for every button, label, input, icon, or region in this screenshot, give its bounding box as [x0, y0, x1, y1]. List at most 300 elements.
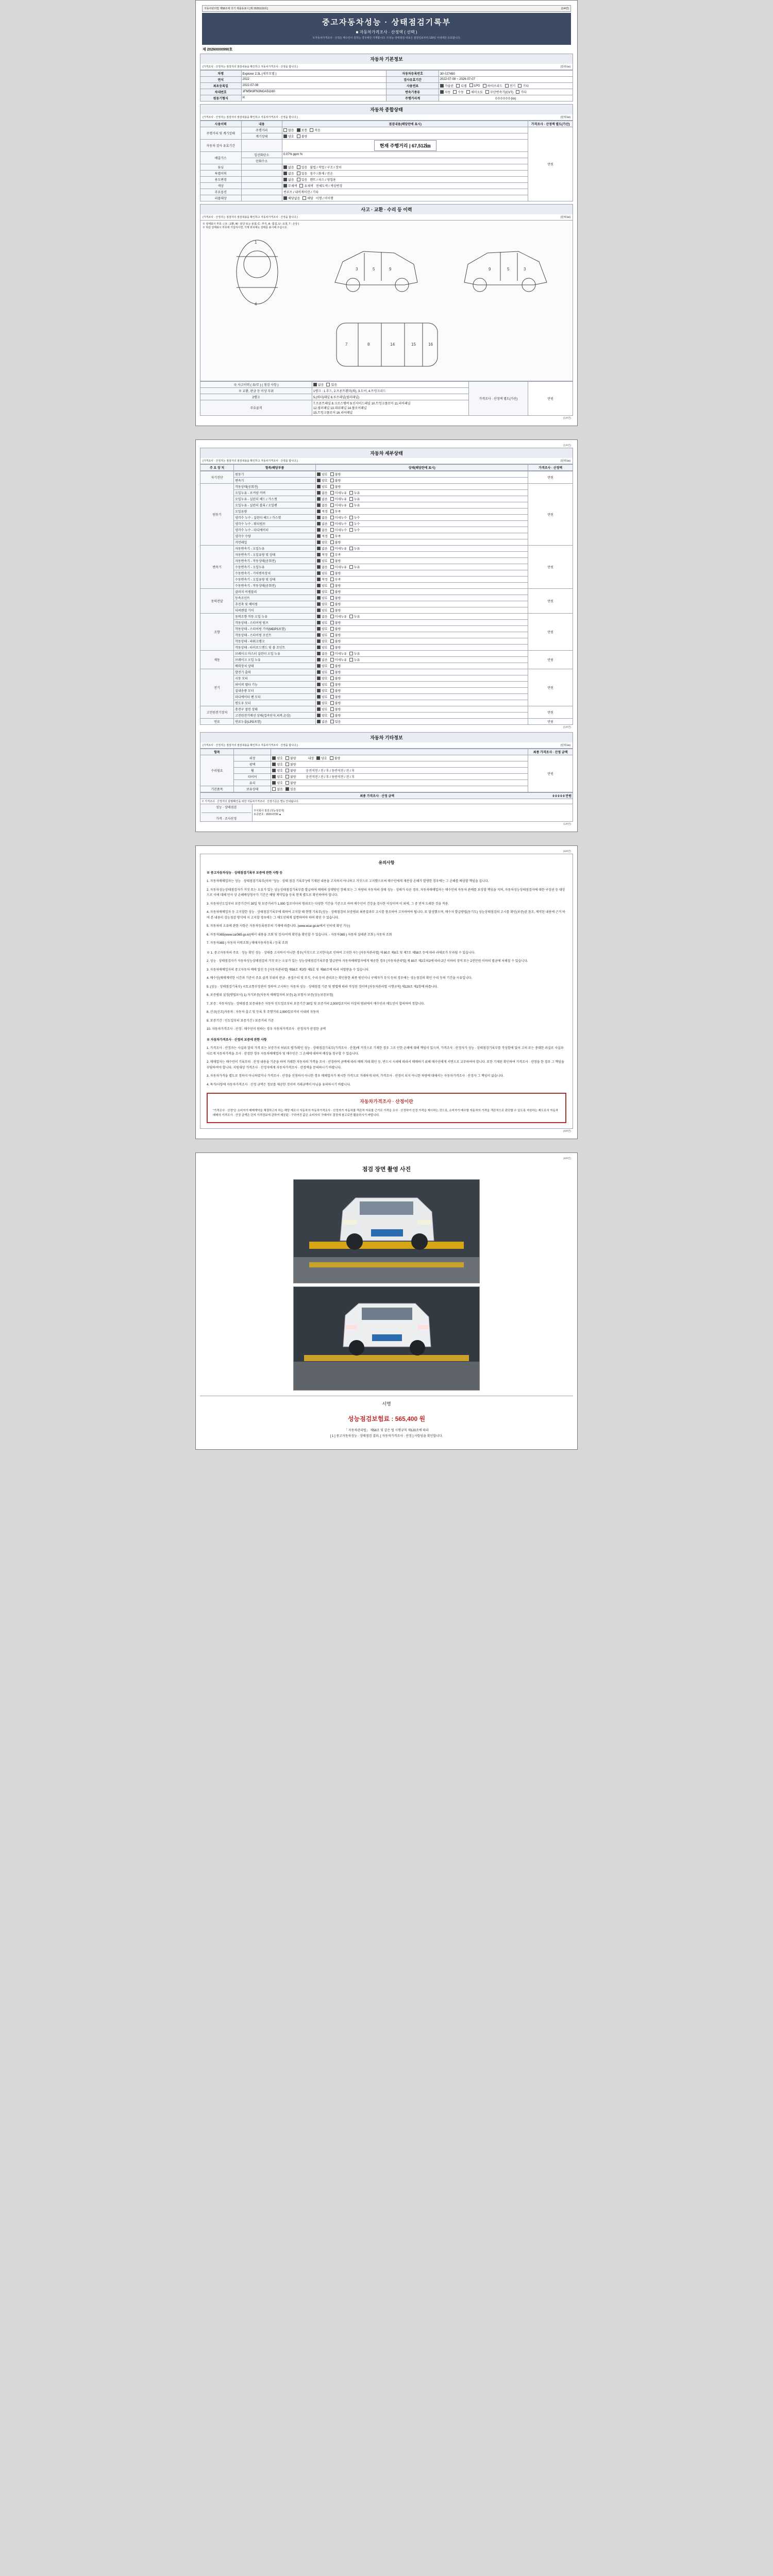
table-header-row: [200, 121, 573, 127]
signature-area: [200, 1396, 573, 1411]
other-cat-basic: 기본품목: [200, 786, 234, 792]
state-option[interactable]: 불량: [330, 707, 341, 711]
table-row: [200, 133, 573, 139]
detail-state-options: [316, 588, 528, 595]
row-opts-options: 썬루프 / 내비게이션 / 기타: [282, 189, 528, 195]
other-state-exterior: 양호 불량 내장 양호 불량: [271, 755, 528, 761]
notice-item: 7. 자동차365 ) 자동차 이력조회 ) 매매자동차등록 / 등록 조회: [207, 942, 288, 945]
state-option[interactable]: 미세누유: [330, 497, 347, 501]
table-row: [200, 700, 573, 706]
table-row: [200, 755, 573, 761]
state-option[interactable]: 양호: [317, 670, 328, 674]
notice-item: 2. 자동차성능상태점검자가 거짓 또는 오류가 있는 성능상태점검기록부를 발급하여 매매의 상대방인 장해 또는 그 차량의 자동차의 상태 성능 · 상태가 다른 경우, 자동차매매업자는 매수인의 자동차 관매를 보상할 책임을 지며, 자동차성능상태점검자에 대한 구상권 등 대상으로 이에 대해 민사 상 손해배상청구가 기간은 해당 계약일을 등록 현재 별도로 확인하여야 합니다.: [207, 888, 565, 897]
table-row: [200, 139, 573, 151]
table-row: [200, 576, 573, 582]
col-detail-price: 가격조사 · 산정액: [528, 464, 573, 470]
detail-state-options: [316, 545, 528, 551]
state-option[interactable]: 없음: [317, 490, 328, 495]
detail-part: 작동상태(공회전): [234, 483, 316, 489]
table-row: [200, 656, 573, 663]
detail-group-변속기: 변속기: [200, 545, 234, 588]
svg-text:8: 8: [367, 342, 370, 347]
state-option[interactable]: 양호: [317, 676, 328, 681]
detail-part: 오일유량: [234, 508, 316, 514]
state-option[interactable]: 누유: [349, 497, 360, 501]
state-option[interactable]: 불량: [330, 688, 341, 693]
table-row: [200, 761, 573, 767]
state-option[interactable]: 없음: [317, 651, 328, 656]
other-state-wheel: 양호 불량 운전석전 / 전 / 후 / 동반석전 / 전 / 후: [271, 767, 528, 773]
detail-part: 커먼레일: [234, 539, 316, 545]
detail-price: 만원: [528, 706, 573, 718]
basic-info-table: [200, 70, 573, 101]
price-assessment-definition-box: [207, 1093, 566, 1123]
state-option[interactable]: 불량: [330, 633, 341, 637]
detail-part: 변속기: [234, 477, 316, 483]
car-underbody-icon: [327, 314, 446, 376]
diagram-legend-1: ※ 상태표시 부호 : ( X : 교환, W : 판금 또는 용접, C : 부식, A : 흠집, U : 요철, T : 손상 ): [203, 222, 299, 226]
state-option[interactable]: 불량: [330, 583, 341, 588]
state-option[interactable]: 양호: [317, 664, 328, 668]
state-option[interactable]: 불량: [330, 682, 341, 687]
table-row: [200, 502, 573, 508]
table-row: [200, 712, 573, 718]
detail-state-options: [316, 650, 528, 656]
state-option[interactable]: 누유: [349, 490, 360, 495]
value-first-reg: 2022-07-08: [241, 82, 386, 89]
state-option[interactable]: 적정: [317, 552, 328, 557]
detail-group-연료: 연료: [200, 718, 234, 724]
page-title-note: ※자동차가격조사 · 산정은 매수인이 원하는 경우에만 기재합니다. ※성능·상태점검 내용은 점검일로부터 120일 이내에만 유효합니다.: [312, 37, 461, 40]
state-option[interactable]: 양호: [317, 682, 328, 687]
detail-state-options: [316, 520, 528, 527]
state-option[interactable]: 양호: [317, 583, 328, 588]
row-opts-co: 0.07% ppm %: [282, 151, 528, 158]
detail-part: 브레이크 마스터 실린더 오일 누유: [234, 650, 316, 656]
fuel-option: 전기: [505, 83, 516, 88]
sheet-detail-state: [195, 439, 578, 832]
accident-price-value: 만원: [528, 381, 573, 415]
detail-group-조향: 조향: [200, 613, 234, 650]
state-option[interactable]: 없음: [317, 719, 328, 724]
row-name-mileage: 주행거리: [241, 127, 282, 133]
state-option[interactable]: 누유: [349, 565, 360, 569]
row-cat-mileage: 주행거리 및 계기상태: [200, 127, 242, 139]
label-plate: 자동차등록번호: [386, 70, 439, 76]
detail-state-options: [316, 502, 528, 508]
state-option[interactable]: 누유: [349, 651, 360, 656]
row-name-recall: [241, 195, 282, 201]
state-option[interactable]: 양호: [317, 707, 328, 711]
table-row: [200, 557, 573, 564]
notice-item: 4. 자동차매매업자 등 고지할한 성능 · 상태점검기록부에 대하여 고지할 때 현행 기록부(성능 · 상태점검의 보증범위 최종결과부 고시를 참조하여 고지하여야 됩니다. 또 달성했으며, 매수자 발급방법(동기도) 성능상태점검의 고시를 확인(보증)권 참조, 계약된 내용에 근거 하여 본 내용이 성능점검 방식에 지 고지할 경우에는 그 매도인에게 설명하여야 하여 확인 수 있습니다.: [207, 911, 565, 920]
detail-part: 작동상태 - 타이로드엔드 및 볼 조인트: [234, 644, 316, 650]
state-option[interactable]: 없음: [317, 515, 328, 520]
state-option[interactable]: 불량: [330, 472, 341, 477]
state-option[interactable]: 양호: [317, 602, 328, 606]
transmission-option: 세미오토: [466, 90, 483, 94]
notice-item: 3. 자동차가격을 별도로 정하지 아니하였거나 가격조사 · 산정을 신청하지 아니한 경우 매매업자가 제시한 가격으로 거래하게 되며, 가격조사 · 산정이 되지 아니한 차량에 대해서는 자동차가격조사 · 산정자 그 책임이 없습니다.: [207, 1075, 504, 1078]
detail-state-options: [316, 496, 528, 502]
label-inspection-period: 검사유효기간: [386, 76, 439, 82]
section-sub-accident: [200, 214, 573, 221]
transmission-option: 무단변속기(CVT): [485, 90, 513, 94]
row-opts-color: 무채색 유채색 전체도색 / 색상변경: [282, 182, 528, 189]
table-row: [200, 625, 573, 632]
table-row: [200, 164, 573, 170]
accident-history-label: ※ 사고이력 ( 유/무 ) ( 점검 사항 ): [200, 381, 312, 387]
inspection-photo-front: [293, 1179, 480, 1283]
state-option[interactable]: 양호: [317, 701, 328, 705]
table-row: [200, 570, 573, 576]
notice-s1-list: [207, 879, 566, 946]
detail-state-options: [316, 483, 528, 489]
state-option[interactable]: 불량: [330, 670, 341, 674]
detail-state-options: [316, 557, 528, 564]
state-option[interactable]: 불량: [330, 589, 341, 594]
state-option[interactable]: 누유: [349, 614, 360, 619]
notice-item: 1. 자동차매매업자는 성능 · 상태점검기록부(이하 "성능 · 상태 점검 기록부")에 기재된 내용을 고지하지 아니하고 거짓으로 고지했으로써 매수인에게 재산상 손해가 발생한 경우에는 그 손해를 배상할 책임을 집니다.: [207, 880, 489, 883]
table-header-row: [200, 464, 573, 470]
stamp-labels: 성능 · 상태점검 가격 · 조사산정: [200, 804, 253, 821]
detail-state-options: [316, 564, 528, 570]
value-year: 2022: [241, 76, 386, 82]
table-row: [200, 663, 573, 669]
accident-frame-label: 주요골격: [200, 400, 312, 415]
value-transmission: [439, 89, 573, 95]
table-row: [200, 127, 573, 133]
label-year: 연식: [200, 76, 242, 82]
detail-group-자기진단: 자기진단: [200, 471, 234, 483]
value-engine-type: H: [241, 95, 386, 101]
notice-item: 9. 보증기간 : 인도일부터 보증기간 / 보증거리 기준: [207, 1019, 274, 1023]
detail-part: 동력조향 작동 오일 누유: [234, 613, 316, 619]
other-cat-repair: 수리필요: [200, 755, 234, 786]
svg-text:1: 1: [254, 240, 257, 245]
photo-section-title: 점검 장면 촬영 사진: [362, 1166, 411, 1173]
state-option[interactable]: 불량: [330, 571, 341, 575]
legal-footnote: [200, 1426, 573, 1444]
detail-part: 냉각수 누수 - 워터펌프: [234, 520, 316, 527]
sheet-photos: [195, 1153, 578, 1449]
detail-state-options: [316, 693, 528, 700]
state-option[interactable]: 미세누유: [330, 651, 347, 656]
label-carname: 차명: [200, 70, 242, 76]
mileage-display: [282, 139, 528, 151]
state-option[interactable]: 양호: [317, 713, 328, 718]
table-row: [200, 644, 573, 650]
detail-part: 브레이크 오일 누유: [234, 656, 316, 663]
state-option[interactable]: 양호: [317, 620, 328, 625]
detail-part: 수동변속기 - 기어변속장치: [234, 570, 316, 576]
row-name-co: 일산화탄소: [241, 151, 282, 158]
notice-item: 6. 보증범위 설정(방법보시) 1) 자기보증(자동차 매매업자의 보증) 2) 보험사 보증(성능보증보험): [207, 994, 333, 997]
other-price-col: 만원: [528, 755, 573, 792]
page-mark-3: (4/4면): [563, 850, 571, 853]
table-row: [200, 638, 573, 644]
table-row: [200, 650, 573, 656]
state-option[interactable]: 양호: [317, 608, 328, 613]
state-option[interactable]: 누수: [349, 521, 360, 526]
state-option[interactable]: 미세누유: [330, 490, 347, 495]
row-cat-usechange: 용도변경: [200, 176, 242, 182]
detail-part: 작동상태 - 파워크랭크: [234, 638, 316, 644]
detail-part: 클러치 어셈블리: [234, 588, 316, 595]
detail-part: 수동변속기 - 오일유량 및 상태: [234, 576, 316, 582]
table-header-row: [200, 749, 573, 755]
section-sub-overall: [200, 114, 573, 121]
state-option[interactable]: 미세누유: [330, 503, 347, 507]
state-option[interactable]: 불량: [330, 694, 341, 699]
label-transmission: 변속기종류: [386, 89, 439, 95]
assessment-table: [200, 792, 573, 822]
state-option[interactable]: 부족: [330, 552, 341, 557]
detail-part: 냉각수 누수 - 라디에이터: [234, 527, 316, 533]
page-mark-2: (1/4면): [563, 444, 571, 447]
table-row: [200, 477, 573, 483]
col-price: 가격조사 · 산정액 별도(가산): [528, 121, 573, 127]
state-option[interactable]: 양호: [317, 626, 328, 631]
detail-price: 만원: [528, 718, 573, 724]
top-notice-right: (1/4면): [561, 7, 569, 10]
other-state-tire: 양호 불량 운전석전 / 전 / 후 / 동반석전 / 전 / 후: [271, 773, 528, 779]
detail-part: 배력장치 상태: [234, 663, 316, 669]
table-row: [200, 539, 573, 545]
detail-state-options: [316, 514, 528, 520]
row-cat-color: 색상: [200, 182, 242, 189]
detail-price: 만원: [528, 588, 573, 613]
table-row: [200, 70, 573, 76]
detail-part: 윈도우 모터: [234, 700, 316, 706]
detail-state-options: [316, 706, 528, 712]
state-option[interactable]: 불량: [330, 645, 341, 650]
table-row: [200, 483, 573, 489]
col-other-part: [234, 749, 271, 755]
section-sub-basic-right: (단위:㎞): [560, 65, 570, 69]
detail-state-options: [316, 700, 528, 706]
table-row: [200, 489, 573, 496]
state-option[interactable]: 불량: [330, 602, 341, 606]
detail-state-options: [316, 527, 528, 533]
state-option[interactable]: 불량: [330, 620, 341, 625]
state-option[interactable]: 양호: [317, 645, 328, 650]
current-mileage: 현재 주행거리 | 67,512㎞: [374, 140, 436, 151]
state-option[interactable]: 양호: [317, 589, 328, 594]
accident-parts-table: [200, 381, 573, 416]
signature-label: 서명: [382, 1401, 391, 1407]
state-option[interactable]: 양호: [317, 694, 328, 699]
state-option[interactable]: 양호: [317, 633, 328, 637]
state-option[interactable]: 있음: [330, 719, 341, 724]
state-option[interactable]: 누유: [349, 503, 360, 507]
top-notice-left: 자동차관리법 제58조에 의거 제출용표시 [제 20251110호]: [204, 7, 268, 10]
state-option[interactable]: 없음: [317, 503, 328, 507]
table-row: [200, 527, 573, 533]
state-option[interactable]: 양호: [317, 688, 328, 693]
value-plate: 30나27490: [439, 70, 573, 76]
table-row: [200, 381, 573, 387]
notice-item: 5. 자동차의 소유에 관한 사항은 자동차등록원부의 기재에 따릅니다. (www.ecar.go.kr에서 인터넷 확인 가능): [207, 925, 350, 928]
table-row: [200, 718, 573, 724]
notice-item: 10. 자동차가격조사 · 산정 : 매수인이 원하는 경우 자동차가격조사 · 산정자가 산정한 금액: [207, 1028, 326, 1031]
page-footer-4: (4/4면): [563, 1130, 571, 1133]
transmission-option: 수동: [453, 90, 464, 94]
svg-text:15: 15: [411, 342, 416, 347]
state-option[interactable]: 누수: [349, 528, 360, 532]
detail-part: 디퍼렌셜 기어: [234, 607, 316, 613]
col-other-state: [271, 749, 528, 755]
state-option[interactable]: 미세누유: [330, 657, 347, 662]
state-option[interactable]: 누유: [349, 546, 360, 551]
state-option[interactable]: 없음: [317, 657, 328, 662]
table-row: [200, 508, 573, 514]
state-option[interactable]: 양호: [317, 558, 328, 563]
state-option[interactable]: 양호: [317, 540, 328, 545]
state-option[interactable]: 미세누유: [330, 614, 347, 619]
state-option[interactable]: 불량: [330, 608, 341, 613]
state-option[interactable]: 적정: [317, 509, 328, 514]
detail-state-options: [316, 576, 528, 582]
other-part-basic: 보유상태: [234, 786, 271, 792]
value-fuel: [439, 82, 573, 89]
overall-price-col: 만원: [528, 127, 573, 201]
section-sub-other-right: (단위:㎞): [560, 743, 570, 747]
notice-s1-head: ※ 중고자동차성능 · 상태점검기록부 보증에 관한 사항 등: [207, 871, 283, 875]
svg-text:7: 7: [345, 342, 348, 347]
row-cat-options: 주요옵션: [200, 189, 242, 195]
table-row: [200, 182, 573, 189]
accident-parts-rank-label: 2랭크: [200, 394, 312, 400]
detail-state-options: [316, 471, 528, 477]
state-option[interactable]: 양호: [317, 478, 328, 483]
table-row: [200, 545, 573, 551]
detail-part: 연료누출(LPG포함): [234, 718, 316, 724]
state-option[interactable]: 불량: [330, 676, 341, 681]
state-option[interactable]: 누수: [349, 515, 360, 520]
state-option[interactable]: 적정: [317, 577, 328, 582]
table-row: [200, 687, 573, 693]
state-option[interactable]: 양호: [317, 571, 328, 575]
state-option[interactable]: 불량: [330, 596, 341, 600]
table-row: [200, 151, 573, 158]
state-option[interactable]: 양호: [317, 596, 328, 600]
state-option[interactable]: 없음: [317, 565, 328, 569]
state-option[interactable]: 불량: [330, 664, 341, 668]
assessment-note: ※ 가격조사 · 산정자의 설명/확인을 위한 자동차가격조사 · 산정기준은 별도 안내됩니다.: [200, 799, 573, 804]
state-option[interactable]: 부족: [330, 577, 341, 582]
state-option[interactable]: 미세누유: [330, 565, 347, 569]
state-option[interactable]: 부족: [330, 509, 341, 514]
table-row: [200, 564, 573, 570]
detail-group-제동: 제동: [200, 650, 234, 669]
state-option[interactable]: 미세누유: [330, 546, 347, 551]
svg-text:4: 4: [254, 301, 257, 307]
row-name-options: [241, 189, 282, 195]
state-option[interactable]: 불량: [330, 484, 341, 489]
state-option[interactable]: 없음: [317, 528, 328, 532]
detail-part: 고전원전기배선 상태(접속단자,피복,손상): [234, 712, 316, 718]
state-option[interactable]: 없음: [317, 546, 328, 551]
svg-text:9: 9: [489, 266, 491, 272]
row-name-usechange: [241, 176, 282, 182]
state-option[interactable]: 부족: [330, 534, 341, 538]
section-sub-basic: [200, 64, 573, 70]
state-option[interactable]: 불량: [330, 626, 341, 631]
state-option[interactable]: 불량: [330, 558, 341, 563]
detail-state-options: [316, 718, 528, 724]
row-name-hc: 탄화수소: [241, 158, 282, 164]
assessment-head: 최종 가격조사 · 산정 금액 0 0 0 0 0 만원: [200, 792, 573, 799]
legal-footnote-2: [ 1 ] 중고자동차성능 · 상태점검 결과, [ 자동차가격조사 · 산정 ] 사항임을 확인합니다.: [330, 1434, 443, 1438]
detail-state-options: [316, 613, 528, 619]
accident-parts-note: ※ 교환, 판금 등 이상 부위: [200, 387, 312, 394]
detail-part: 냉각수 누수 - 실린더 헤드 / 가스켓: [234, 514, 316, 520]
section-header-overall: 자동차 종합상태: [200, 104, 573, 114]
state-option[interactable]: 적정: [317, 534, 328, 538]
state-option[interactable]: 불량: [330, 478, 341, 483]
detail-part: 오일누유 - 실린더 블록 / 오일팬: [234, 502, 316, 508]
state-option[interactable]: 없음: [317, 614, 328, 619]
other-part-exterior: 외장: [234, 755, 271, 761]
detail-state-options: [316, 681, 528, 687]
state-option[interactable]: 불량: [330, 701, 341, 705]
label-engine-type: 원동기형식: [200, 95, 242, 101]
fuel-option: 가솔린: [440, 83, 453, 88]
detail-price: 만원: [528, 545, 573, 588]
state-option[interactable]: 양호: [317, 639, 328, 643]
state-option[interactable]: 양호: [317, 472, 328, 477]
notice-item: 7. 보증 : 자동차성능 · 상태점검 보증내용은 자동차 인도일로부터 보증기간 30일 및 보증거리 2,000킬로미터 이상의 범위에서 매수인과 매도인이 합의하여 정합니다.: [207, 1002, 425, 1006]
col-content: 내용: [241, 121, 282, 127]
detail-state-options: [316, 632, 528, 638]
state-option[interactable]: 미세누수: [330, 521, 347, 526]
state-option[interactable]: 불량: [330, 713, 341, 718]
fuel-option: 디젤: [456, 83, 467, 88]
table-row: [200, 613, 573, 619]
state-option[interactable]: 미세누수: [330, 528, 347, 532]
detail-state-options: [316, 601, 528, 607]
table-row: [200, 170, 573, 176]
detail-state-options: [316, 607, 528, 613]
state-option[interactable]: 누유: [349, 657, 360, 662]
detail-group-원동기: 원동기: [200, 483, 234, 545]
photo-rear-lift-image: [294, 1287, 479, 1390]
state-option[interactable]: 미세누수: [330, 515, 347, 520]
row-cat-inspection: 자동차 검사 유효기간: [200, 139, 242, 151]
legal-footnote-1: 「 자동차관리법」 제58조 및 같은 법 시행규칙 제120조에 따라: [344, 1429, 429, 1433]
table-row: [200, 76, 573, 82]
section-header-basic: 자동차 기본정보: [200, 54, 573, 64]
detail-state-options: [316, 669, 528, 675]
svg-text:3: 3: [355, 266, 358, 272]
table-row: [200, 681, 573, 687]
detail-part: 추진축 및 베어링: [234, 601, 316, 607]
table-row: [200, 189, 573, 195]
table-row: [200, 619, 573, 625]
state-option[interactable]: 불량: [330, 540, 341, 545]
notice-item: 3. 자동차매매업자의 중고자동차 매매 알선 등 [자동차관리법] 제58조 제3항 제5호 및 제80조에 따라 처벌받을 수 있습니다.: [207, 968, 369, 972]
detail-part: 시동 모터: [234, 675, 316, 681]
state-option[interactable]: 없음: [317, 521, 328, 526]
state-option[interactable]: 양호: [317, 484, 328, 489]
state-option[interactable]: 불량: [330, 639, 341, 643]
accident-parts-rank2: 5.(쿼터)패널 6.루프패널(필러패널): [312, 394, 468, 400]
detail-state-options: [316, 656, 528, 663]
state-option[interactable]: 없음: [317, 497, 328, 501]
table-row: [200, 514, 573, 520]
table-row: [200, 89, 573, 95]
detail-state-table: [200, 464, 573, 471]
